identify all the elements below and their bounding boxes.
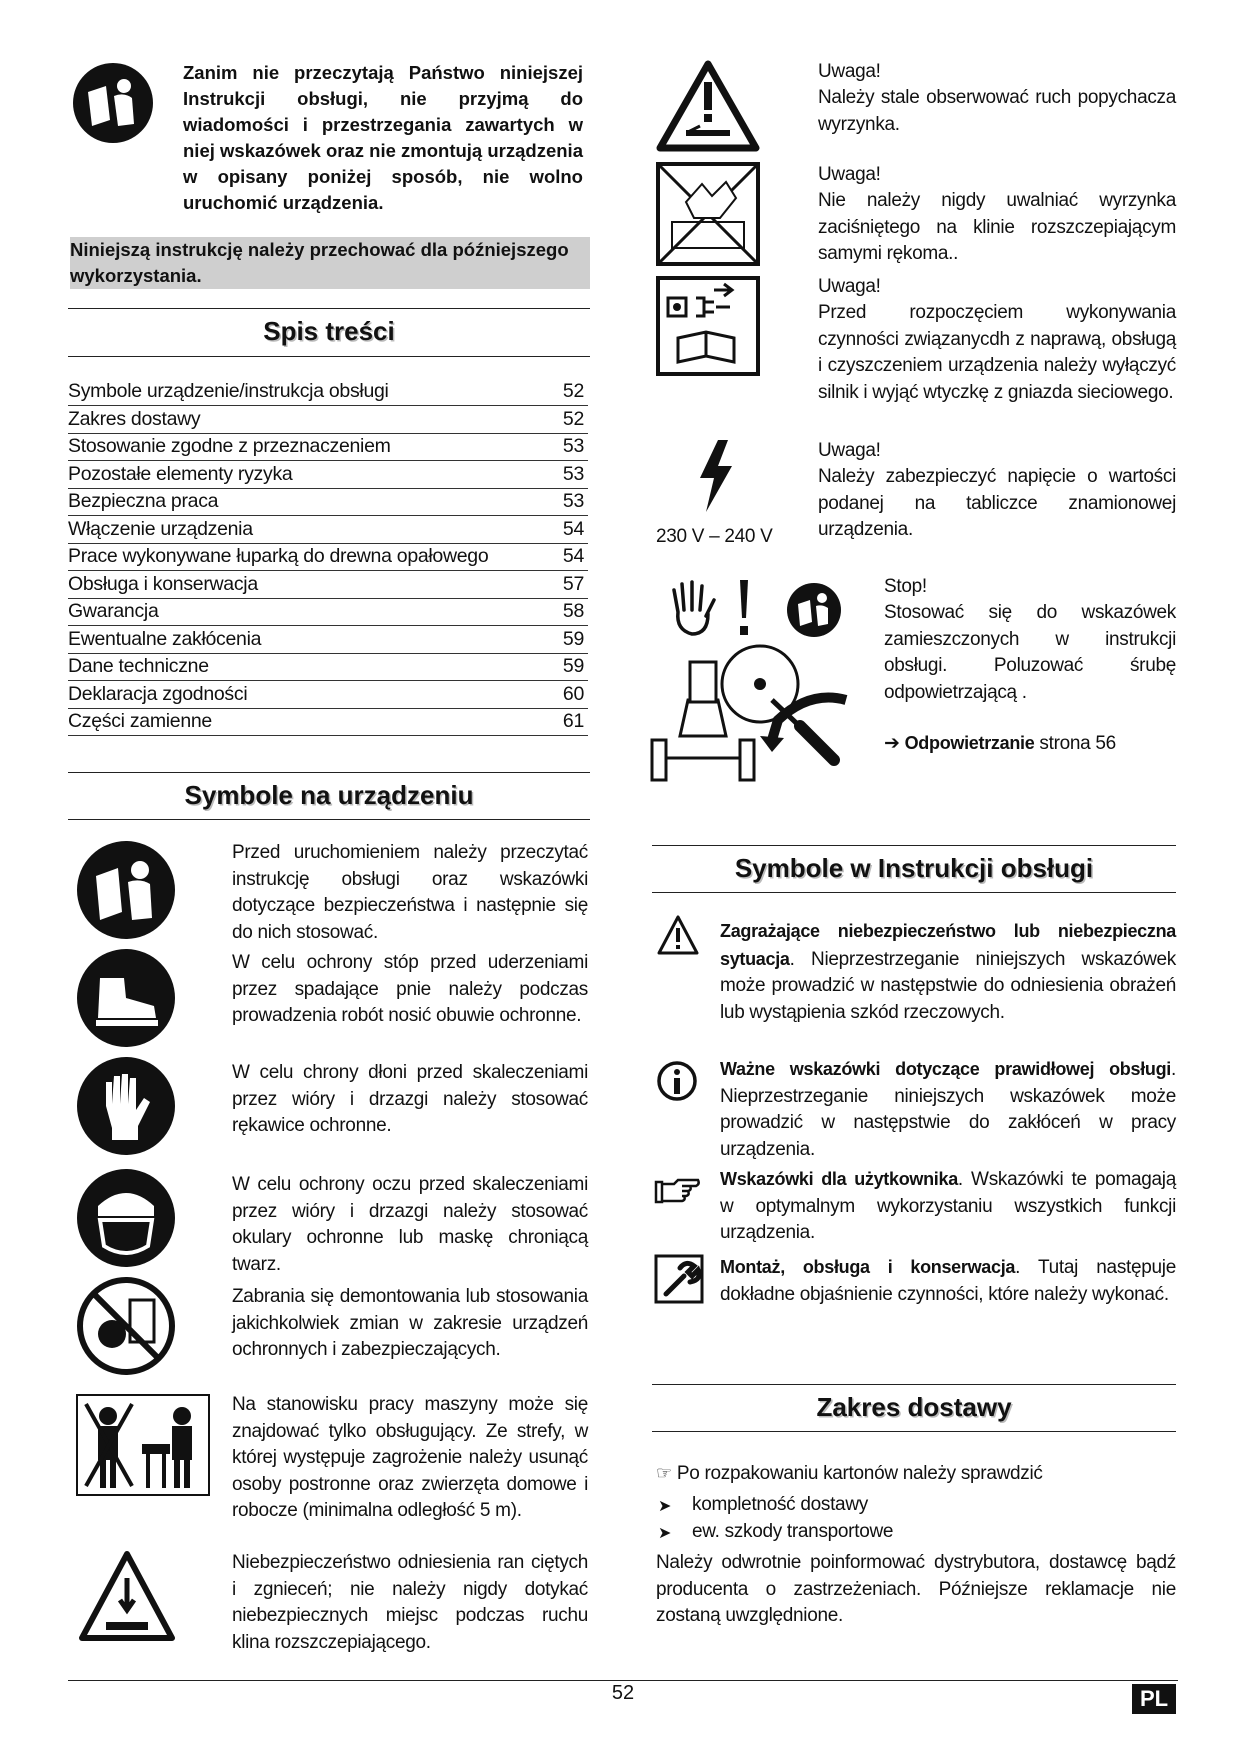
bullet-arrow-icon: ➤ — [658, 1525, 672, 1542]
manual-symbol-description: . Nieprzestrzeganie niniejszych wskazówek może prowadzić w następstwie do zakłóceń w pracy urządzenia. — [720, 1059, 1176, 1160]
manual-symbol-heading: Ważne wskazówki dotyczące prawidłowej obsługi — [720, 1059, 1172, 1079]
no-guard-removal-icon — [76, 1276, 176, 1376]
toc-item-label: Prace wykonywane łuparką do drewna opałowego — [68, 545, 489, 567]
toc-item-label: Obsługa i konserwacja — [68, 572, 258, 595]
delivery-intro-text: Po rozpakowaniu kartonów należy sprawdzić — [676, 1463, 1043, 1484]
toc-item-label: Ewentualne zakłócenia — [68, 627, 262, 650]
toc-item-label: Pozostałe elementy ryzyka — [68, 462, 293, 485]
manual-symbol-description: . Nieprzestrzeganie niniejszych wskazówek może prowadzić w następstwie do odniesienia obrażeń lub wystąpienia szkód rzeczowych. — [720, 948, 1176, 1023]
toc-item-label: Włączenie urządzenia — [68, 517, 253, 540]
device-symbol-text: W celu chrony dłoni przed skaleczeniami przez wióry i drzazgi należy stosować rękawice ochronne. — [232, 1062, 588, 1136]
toc-item-page: 58 — [562, 600, 584, 622]
stop-hand-icon — [666, 578, 718, 638]
toc-item-page: 52 — [562, 380, 584, 402]
toc-item-page: 54 — [562, 517, 584, 540]
toc-item-page: 61 — [562, 710, 584, 732]
unplug-before-service-icon — [656, 276, 760, 376]
pointing-hand-icon — [654, 1176, 700, 1206]
device-symbol-text: Na stanowisku pracy maszyny może się znajdować tylko obsługujący. Ze strefy, w której występuje zagrożenie należy usunąć osoby postronne oraz zwierzęta domowe i robocze (minimalna odległość 5 m). — [232, 1394, 588, 1521]
voltage-icon — [694, 438, 738, 514]
consult-manual-icon — [786, 582, 842, 638]
toc-item-label: Bezpieczna praca — [68, 490, 219, 512]
voltage-label: 230 V – 240 V — [656, 526, 773, 547]
manual-symbol-description: . Tutaj następuje dokładne objaśnienie czynności, które należy wykonać. — [720, 1257, 1176, 1305]
toc-item-page: 59 — [562, 627, 584, 650]
arrow-right-icon: ➔ — [884, 733, 900, 754]
keep-bystanders-away-icon — [76, 1394, 210, 1496]
device-symbols-top-rule — [68, 772, 590, 773]
device-symbols-title-rule — [68, 819, 590, 820]
toc-item-page: 59 — [562, 655, 584, 677]
stop-title: Stop! — [884, 576, 927, 597]
toc-item-page: 53 — [562, 435, 584, 457]
delivery-note: Należy odwrotnie poinformować dystrybutora, dostawcę bądź producenta o zastrzeżeniach. Późniejsze reklamacje nie zostaną uwzględnione. — [656, 1552, 1176, 1626]
warning-4-title: Uwaga! — [818, 440, 881, 461]
toc-item-label: Stosowanie zgodne z przeznaczeniem — [68, 435, 391, 457]
warning-2-text: Nie należy nigdy uwalniać wyrzynka zaciśniętego na klinie rozszczepiającym samymi rękoma.. — [818, 190, 1176, 264]
toc-item-page: 54 — [562, 545, 584, 567]
page-number: 52 — [611, 1682, 635, 1704]
toc-item-label: Dane techniczne — [68, 655, 209, 677]
warning-3-text: Przed rozpoczęciem wykonywania czynności związanycdh z naprawą, obsługą i czyszczeniem urządzenia należy wyłączyć silnik i wyjąć wtyczkę z gniazda sieciowego. — [818, 302, 1176, 403]
bleed-screw-diagram — [650, 640, 850, 788]
device-symbol-text: Przed uruchomieniem należy przeczytać instrukcję obsługi oraz wskazówki dotyczące bezpieczeństwa i następnie się do nich stosować. — [232, 842, 588, 943]
toc-item[interactable] — [68, 681, 588, 709]
manual-symbol-text — [720, 918, 1176, 1026]
warning-2-title: Uwaga! — [818, 164, 881, 185]
toc-item[interactable] — [68, 378, 588, 406]
warning-3-title: Uwaga! — [818, 276, 881, 297]
bleeding-reference — [884, 730, 1116, 758]
manual-symbols-title-rule — [652, 892, 1176, 893]
device-symbol-text: W celu ochrony oczu przed skaleczeniami przez wióry i drzazgi należy stosować okulary ochronne lub maskę chroniącą twarz. — [232, 1174, 588, 1275]
warning-1-text: Należy stale obserwować ruch popychacza wyrzynka. — [818, 87, 1176, 135]
bullet-arrow-icon: ➤ — [658, 1498, 672, 1515]
manual-symbol-heading: Wskazówki dla użytkownika — [720, 1169, 958, 1189]
read-manual-icon — [72, 62, 154, 144]
delivery-top-rule — [652, 1384, 1176, 1385]
no-hands-release-icon — [656, 162, 760, 266]
manual-symbol-text — [720, 1056, 1176, 1163]
warning-triangle-icon — [656, 914, 700, 956]
delivery-intro — [656, 1460, 1043, 1488]
safety-boots-icon — [76, 948, 176, 1048]
toc-item[interactable] — [68, 488, 588, 516]
info-icon — [656, 1060, 698, 1102]
toc-item-page: 52 — [562, 407, 584, 430]
toc-item-label: Symbole urządzenie/instrukcja obsługi — [68, 380, 389, 402]
manual-symbol-text — [720, 1254, 1176, 1308]
toc-item-page: 53 — [562, 462, 584, 485]
device-symbol-text: Niebezpieczeństwo odniesienia ran ciętych i zgnieceń; nie należy nigdy dotykać niebezpiecznych miejsc podczas ruchu klina rozszczepiającego. — [232, 1552, 588, 1653]
device-symbol-text: W celu ochrony stóp przed uderzeniami przez spadające pnie należy podczas prowadzenia robót nosić obuwie ochronne. — [232, 952, 588, 1026]
manual-symbols-top-rule — [652, 845, 1176, 846]
intro-notice: Zanim nie przeczytają Państwo niniejszej Instrukcji obsługi, nie przyjmą do wiadomości i przestrzegania zawartych w niej wskazówek oraz nie zmontują urządzenia w opisany poniżej sposób, nie wolno uruchomić urządzenia. — [183, 62, 583, 213]
toc-item[interactable] — [68, 543, 588, 571]
manual-symbol-text — [720, 1166, 1176, 1247]
toc-item[interactable] — [68, 516, 588, 544]
manual-symbols-title: Symbole w Instrukcji obsługi — [734, 853, 1094, 883]
toc-item[interactable] — [68, 406, 588, 434]
face-shield-icon — [76, 1168, 176, 1268]
device-symbols-title: Symbole na urządzeniu — [184, 780, 474, 810]
manual-symbol-description: . Wskazówki te pomagają w optymalnym wykorzystaniu wszystkich funkcji urządzenia. — [720, 1169, 1176, 1243]
delivery-title-rule — [652, 1431, 1176, 1432]
manual-symbol-heading: Montaż, obsługa i konserwacja — [720, 1257, 1016, 1277]
toc-item[interactable] — [68, 598, 588, 626]
bleeding-page: strona 56 — [1039, 733, 1116, 754]
toc-item[interactable] — [68, 708, 588, 736]
toc-item-page: 53 — [562, 490, 584, 512]
toc-item[interactable] — [68, 571, 588, 599]
manual-symbol-heading: Zagrażające niebezpieczeństwo lub niebezpieczna sytuacja — [720, 921, 1176, 969]
toc-item-label: Części zamienne — [68, 710, 212, 732]
toc-item-label: Gwarancja — [68, 600, 159, 622]
toc-item-page: 57 — [562, 572, 584, 595]
toc-item[interactable] — [68, 626, 588, 654]
toc-title: Spis treści — [263, 316, 395, 346]
toc-item[interactable] — [68, 433, 588, 461]
footer-rule — [68, 1680, 1178, 1681]
exclamation-icon — [734, 578, 754, 638]
wrench-icon — [654, 1254, 704, 1304]
delivery-bullet-2: ew. szkody transportowe — [692, 1521, 894, 1542]
warning-4-text: Należy zabezpieczyć napięcie o wartości podanej na tabliczce znamionowej urządzenia. — [818, 466, 1176, 540]
keep-manual-note: Niniejszą instrukcję należy przechować dla późniejszego wykorzystania. — [70, 237, 590, 289]
read-instructions-icon — [76, 840, 176, 940]
toc-title-rule — [68, 356, 590, 357]
crush-hazard-icon — [78, 1550, 176, 1642]
language-badge: PL — [1132, 1684, 1176, 1714]
stop-text: Stosować się do wskazówek zamieszczonych w instrukcji obsługi. Poluzować śrubę odpowietrzającą . — [884, 602, 1176, 703]
protective-gloves-icon — [76, 1056, 176, 1156]
toc-item-label: Deklaracja zgodności — [68, 682, 248, 705]
toc-top-rule — [68, 308, 590, 309]
hint-hand-icon: ☞ — [656, 1463, 672, 1483]
delivery-bullet-1: kompletność dostawy — [692, 1494, 868, 1515]
toc-item-page: 60 — [562, 682, 584, 705]
bleeding-link[interactable]: Odpowietrzanie — [904, 733, 1035, 753]
delivery-title: Zakres dostawy — [816, 1392, 1012, 1422]
pusher-warning-icon — [656, 60, 760, 152]
toc-item[interactable] — [68, 653, 588, 681]
device-symbol-text: Zabrania się demontowania lub stosowania jakichkolwiek zmian w zakresie urządzeń ochronnych i zabezpieczających. — [232, 1286, 588, 1360]
toc-item[interactable] — [68, 461, 588, 489]
warning-1-title: Uwaga! — [818, 61, 881, 82]
toc-item-label: Zakres dostawy — [68, 407, 201, 430]
